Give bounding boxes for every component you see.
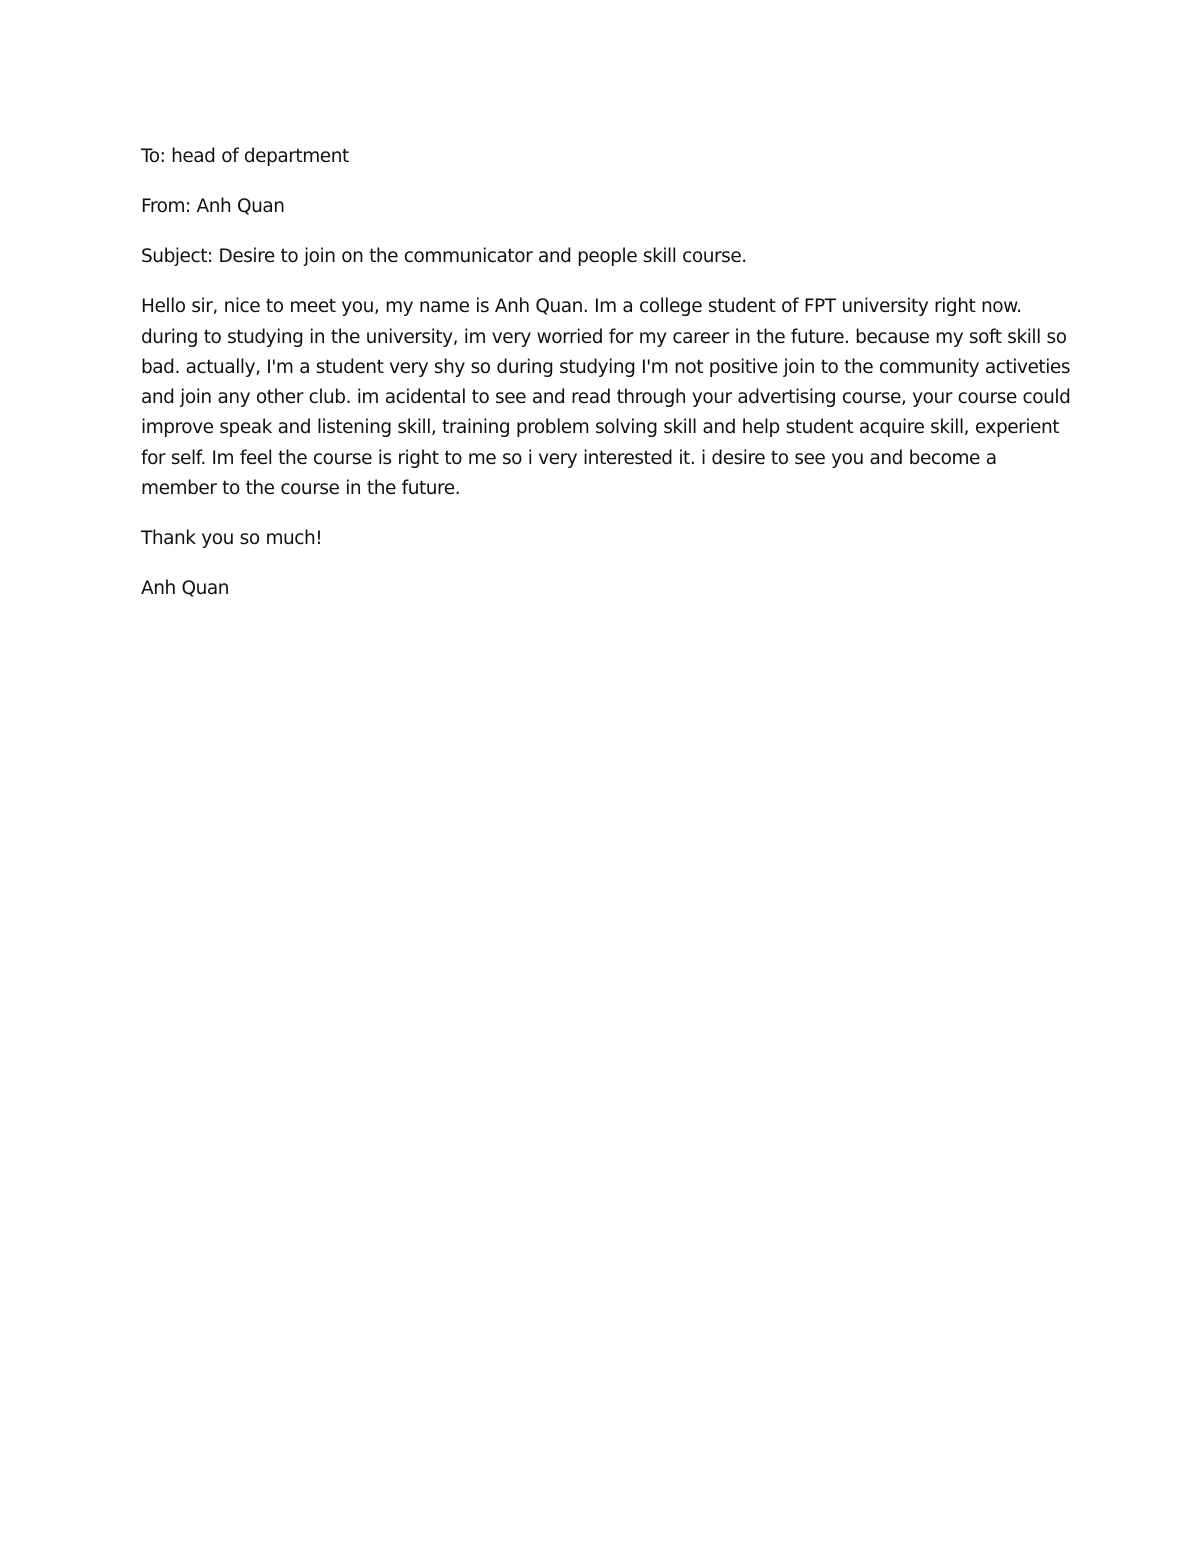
memo-signature: Anh Quan — [141, 578, 230, 600]
memo-from-line: From: Anh Quan — [141, 196, 285, 218]
body-line: during to studying in the university, im very worried for my career in the future. because my soft skill so — [141, 326, 1067, 348]
body-line: and join any other club. im acidental to see and read through your advertising course, your course could — [141, 387, 1071, 409]
memo-to-line: To: head of department — [141, 146, 349, 167]
body-line: Hello sir, nice to meet you, my name is Anh Quan. Im a college student of FPT university right now. — [141, 296, 1022, 318]
body-line: improve speak and listening skill, training problem solving skill and help student acquire skill, experient — [141, 417, 1060, 439]
memo-body-paragraph — [141, 292, 1071, 504]
body-line: for self. Im feel the course is right to me so i very interested it. i desire to see you and become a — [141, 447, 997, 469]
body-line: bad. actually, I'm a student very shy so during studying I'm not positive join to the community activeties — [141, 356, 1071, 378]
memo-content — [141, 142, 1071, 624]
body-line: member to the course in the future. — [141, 478, 461, 500]
memo-closing: Thank you so much! — [141, 528, 323, 550]
memo-subject-line: Subject: Desire to join on the communicator and people skill course. — [141, 246, 747, 268]
